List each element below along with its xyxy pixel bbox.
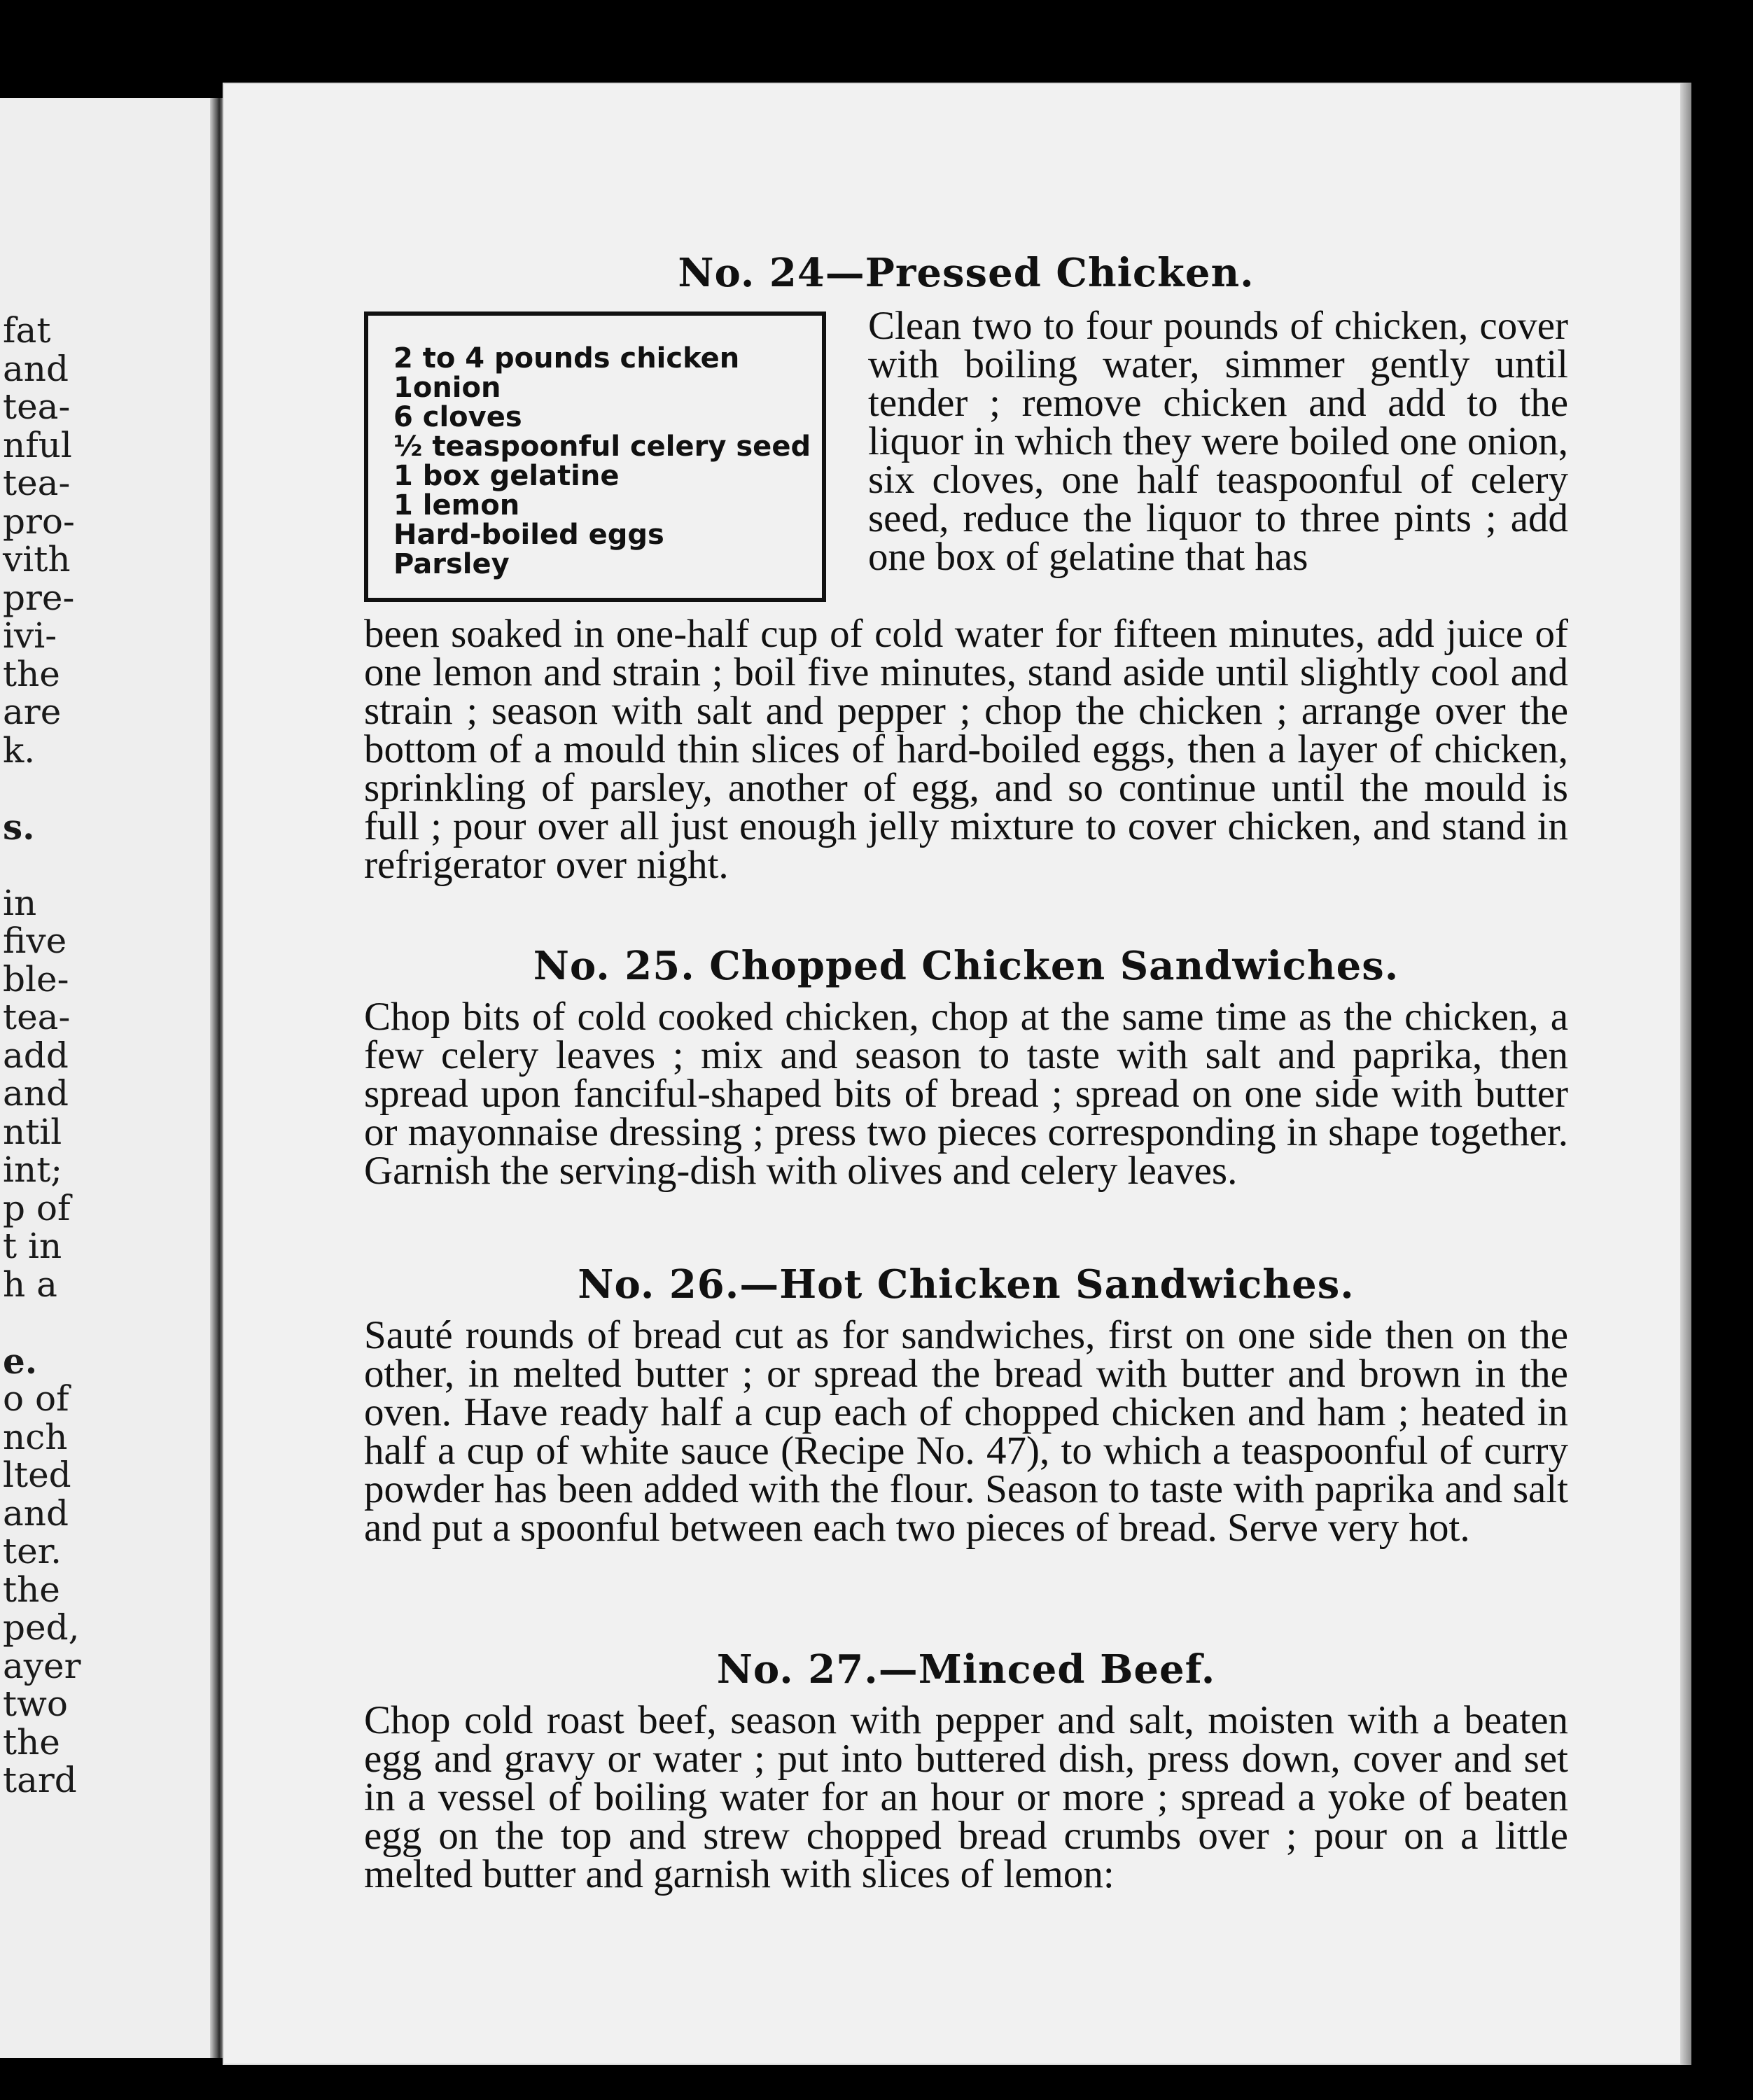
left-page-fragment: add bbox=[3, 1035, 69, 1076]
left-page-fragment: o of bbox=[3, 1378, 69, 1419]
recipe-26-text: Sauté rounds of bread cut as for sandwiches, first on one side then on the other, in melted butter ; or spread the bread with butter and brown in the oven. Have ready half a cup each of chopped chicken and ham ; heated in half a cup of white sauce (Recipe No. 47), to which a teaspoonful of curry powder has been added with the flour. Season to taste with paprika and salt and put a spoonful between each two pieces of bread. Serve very hot. bbox=[364, 1313, 1568, 1550]
recipe-24-text-right-para: Clean two to four pounds of chicken, cover with boiling water, simmer gently until tender ; remove chicken and add to the liquor in which they were boiled one onion, six cloves, one half teaspoonful of celery seed, reduce the liquor to three pints ; add one box of gelatine that has bbox=[868, 304, 1568, 579]
left-page-fragment: tea- bbox=[3, 997, 71, 1037]
ingredients-list bbox=[393, 342, 811, 580]
left-page-fragment: nch bbox=[3, 1416, 68, 1457]
left-page-fragment: two bbox=[3, 1684, 68, 1724]
left-page-fragment: the bbox=[3, 1569, 60, 1610]
left-page-fragment: e. bbox=[3, 1340, 38, 1382]
recipe-24-title: No. 24—Pressed Chicken. bbox=[678, 250, 1255, 296]
left-page-fragment: and bbox=[3, 1492, 69, 1534]
recipe-25-text: Chop bits of cold cooked chicken, chop at the same time as the chicken, a few celery leaves ; mix and season to taste with salt and paprika, then spread upon fanciful-shaped bits of bread ; spread on one side with butter or mayonnaise dressing ; press two pieces corresponding in shape together. Garnish the serving-dish with olives and celery leaves. bbox=[364, 995, 1568, 1193]
left-facing-page bbox=[0, 98, 218, 2058]
ingredient-item: Hard-boiled eggs bbox=[393, 519, 664, 551]
left-page-fragment: in bbox=[3, 882, 37, 923]
left-page-fragment: vith bbox=[3, 539, 71, 580]
left-page-fragment: h a bbox=[3, 1264, 57, 1305]
left-page-fragment: ivi- bbox=[3, 615, 57, 656]
recipe-24-text-continued bbox=[364, 612, 1568, 887]
recipe-26 bbox=[364, 1260, 1568, 1550]
recipe-24-text-rest-para: been soaked in one-half cup of cold water for fifteen minutes, add juice of one lemon and strain ; boil five minutes, stand aside until slightly cool and strain ; season with salt and pepper ; chop the chicken ; arrange over the bottom of a mould thin slices of hard-boiled eggs, then a layer of chicken, sprinkling of parsley, another of egg, and so continue until the mould is full ; pour over all just enough jelly mixture to cover chicken, and stand in refrigerator over night. bbox=[364, 612, 1568, 887]
recipe-25 bbox=[364, 941, 1568, 1193]
ingredient-item: 1onion bbox=[393, 372, 501, 404]
left-page-fragment: ntil bbox=[3, 1111, 62, 1152]
ingredient-item: 2 to 4 pounds chicken bbox=[393, 342, 740, 374]
left-page-fragment: lted bbox=[3, 1455, 71, 1495]
left-page-fragment: pro- bbox=[3, 500, 75, 542]
recipe-26-title: No. 26.—Hot Chicken Sandwiches. bbox=[578, 1261, 1355, 1308]
left-page-fragment: fat bbox=[3, 310, 51, 351]
left-page-fragment: the bbox=[3, 1721, 60, 1763]
left-page-fragment: t in bbox=[3, 1226, 62, 1266]
left-page-fragment: tard bbox=[3, 1760, 77, 1800]
left-page-fragment: ble- bbox=[3, 958, 69, 1000]
left-page-fragment: the bbox=[3, 653, 60, 694]
left-page-fragment: k. bbox=[3, 729, 36, 771]
left-page-fragment: and bbox=[3, 1073, 69, 1114]
left-page-fragment: ter. bbox=[3, 1531, 62, 1572]
recipe-25-title: No. 25. Chopped Chicken Sandwiches. bbox=[533, 943, 1399, 989]
left-page-fragment: p of bbox=[3, 1187, 71, 1228]
recipe-27-text: Chop cold roast beef, season with pepper and salt, moisten with a beaten egg and gravy or water ; put into buttered dish, press down, cover and set in a vessel of boiling water for an hour or more ; spread a yoke of beaten egg on the top and strew chopped bread crumbs over ; pour on a little melted butter and garnish with slices of lemon: bbox=[364, 1698, 1568, 1896]
recipe-24-text-right bbox=[868, 304, 1568, 579]
ingredient-item: 6 cloves bbox=[393, 401, 522, 433]
left-page-fragment: ped, bbox=[3, 1607, 80, 1648]
ingredient-item: Parsley bbox=[393, 548, 510, 580]
left-page-fragment: tea- bbox=[3, 386, 71, 427]
recipe-27-title: No. 27.—Minced Beef. bbox=[716, 1646, 1216, 1693]
ingredient-item: 1 lemon bbox=[393, 489, 520, 522]
left-page-fragment: nful bbox=[3, 424, 72, 465]
left-page-fragment: tea- bbox=[3, 463, 71, 503]
recipe-27 bbox=[364, 1645, 1568, 1896]
left-page-fragment: int; bbox=[3, 1149, 63, 1190]
left-page-fragment: five bbox=[3, 920, 67, 961]
recipe-24-heading-wrap bbox=[364, 248, 1568, 298]
left-page-fragment: are bbox=[3, 692, 62, 732]
left-page-fragment: ayer bbox=[3, 1645, 81, 1686]
ingredient-item: 1 box gelatine bbox=[393, 460, 620, 492]
ingredient-item: ½ teaspoonful celery seed bbox=[393, 430, 811, 463]
recipe-24-ingredients-box bbox=[364, 312, 826, 602]
page-edge bbox=[1680, 83, 1691, 2065]
left-page-fragment: and bbox=[3, 348, 69, 389]
left-page-fragment: s. bbox=[3, 806, 35, 848]
left-page-fragment: pre- bbox=[3, 577, 75, 618]
